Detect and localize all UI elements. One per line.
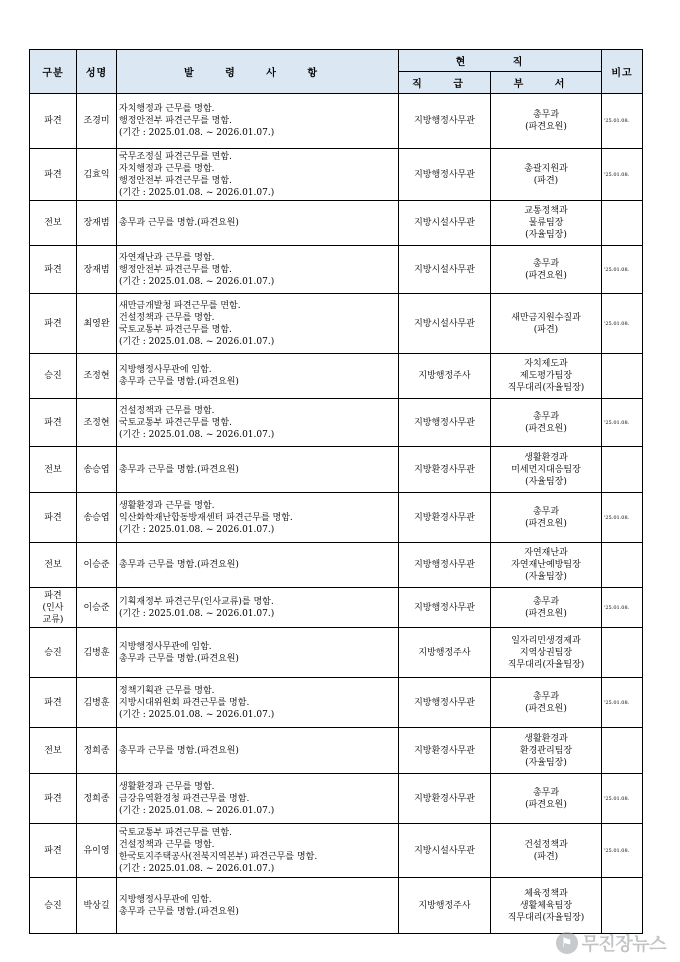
order-line: 익산화학재난합동방재센터 파견근무를 명함. <box>119 512 293 523</box>
category-cell <box>30 294 77 354</box>
dept-line: 일자리민생경제과 <box>511 635 581 646</box>
order-line: 국토교통부 파견근무를 명함. <box>119 417 232 428</box>
category-line: 파견 <box>44 590 62 601</box>
category-cell <box>30 354 77 399</box>
name-cell: 박상길 <box>77 878 117 934</box>
rank-cell: 지방시설사무관 <box>399 246 491 294</box>
name-cell: 정희종 <box>77 774 117 824</box>
dept-cell <box>491 543 602 588</box>
name-cell: 조정현 <box>77 399 117 447</box>
table-row <box>30 201 643 246</box>
order-line: 행정안전부 파견근무를 명함. <box>119 175 232 186</box>
note-cell <box>602 447 643 493</box>
dept-line: 총무과 <box>532 506 560 517</box>
table-row <box>30 824 643 878</box>
order-cell <box>117 774 399 824</box>
table-row <box>30 728 643 774</box>
rank-cell: 지방시설사무관 <box>399 294 491 354</box>
dept-cell <box>491 774 602 824</box>
dept-line: (파견) <box>533 324 559 335</box>
category-cell <box>30 824 77 878</box>
dept-line: 지역상권팀장 <box>519 647 573 658</box>
name-cell: 김병훈 <box>77 628 117 678</box>
rank-cell: 지방행정사무관 <box>399 399 491 447</box>
order-line: 국토교통부 파견근무를 명함. <box>119 324 232 335</box>
dept-line: 건설정책과 <box>524 839 568 850</box>
dept-cell <box>491 447 602 493</box>
dept-cell <box>491 354 602 399</box>
order-cell <box>117 588 399 628</box>
category-line: 전보 <box>44 745 62 756</box>
header-order: 발 령 사 항 <box>117 50 399 94</box>
dept-line: (자율팀장) <box>525 230 567 240</box>
order-line: 건설정책과 근무를 명함. <box>119 839 215 850</box>
order-line: 기획재정부 파견근무(인사교류)를 명함. <box>119 596 274 607</box>
rank-cell: 지방행정사무관 <box>399 94 491 149</box>
order-cell <box>117 878 399 934</box>
category-line: 전보 <box>44 218 62 228</box>
rank-cell: 지방행정사무관 <box>399 149 491 201</box>
order-line: 생활환경과 근무를 명함. <box>119 781 215 792</box>
name-cell: 정희종 <box>77 728 117 774</box>
dept-line: 생활환경과 <box>524 452 568 463</box>
rank-cell: 지방환경사무관 <box>399 774 491 824</box>
note-cell: '25.01.08. <box>602 678 643 728</box>
dept-line: 총무과 <box>532 787 560 798</box>
order-line: (기간 : 2025.01.08. ~ 2026.01.07.) <box>119 805 275 816</box>
category-line: 파견 <box>44 264 62 275</box>
note-cell: '25.01.08. <box>602 149 643 201</box>
category-line: (인사 <box>42 602 64 613</box>
order-cell <box>117 399 399 447</box>
order-line: 건설정책과 근무를 명함. <box>119 312 215 323</box>
rank-cell: 지방행정주사 <box>399 354 491 399</box>
note-cell <box>602 728 643 774</box>
order-line: 행정안전부 파견근무를 명함. <box>119 116 232 126</box>
category-cell <box>30 543 77 588</box>
name-cell: 장재범 <box>77 201 117 246</box>
table-row <box>30 678 643 728</box>
table-row <box>30 246 643 294</box>
dept-cell <box>491 628 602 678</box>
category-cell <box>30 201 77 246</box>
note-cell: '25.01.08. <box>602 824 643 878</box>
order-line: (기간 : 2025.01.08. ~ 2026.01.07.) <box>119 608 275 619</box>
order-cell <box>117 447 399 493</box>
rank-cell: 지방행정사무관 <box>399 543 491 588</box>
dept-line: (자율팀장) <box>525 757 567 768</box>
dept-line: 제도평가팀장 <box>519 371 573 381</box>
note-cell <box>602 543 643 588</box>
category-line: 파견 <box>44 318 62 329</box>
table-row <box>30 447 643 493</box>
note-cell: '25.01.08. <box>602 399 643 447</box>
order-line: (기간 : 2025.01.08. ~ 2026.01.07.) <box>119 524 275 535</box>
dept-line: (파견요원) <box>525 518 567 529</box>
order-cell <box>117 294 399 354</box>
category-line: 파견 <box>44 169 62 180</box>
note-cell: '25.01.08. <box>602 493 643 543</box>
dept-line: (파견요원) <box>525 423 567 434</box>
order-line: 지방행정사무관에 임함. <box>119 641 212 652</box>
dept-line: (파견) <box>533 175 559 186</box>
dept-line: 생활체육팀장 <box>519 900 573 911</box>
order-line: 지방행정사무관에 임함. <box>119 365 212 375</box>
header-category: 구분 <box>30 50 77 94</box>
order-line: (기간 : 2025.01.08. ~ 2026.01.07.) <box>119 336 275 347</box>
dept-line: 교통정책과 <box>524 206 568 216</box>
header-name: 성명 <box>77 50 117 94</box>
category-cell <box>30 878 77 934</box>
dept-cell <box>491 824 602 878</box>
order-line: 지방행정사무관에 임함. <box>119 894 212 905</box>
order-line: 총무과 근무를 명함.(파견요원) <box>119 745 239 756</box>
dept-line: 총괄지원과 <box>524 163 568 174</box>
dept-cell <box>491 201 602 246</box>
table-row <box>30 774 643 824</box>
note-cell <box>602 628 643 678</box>
flag-icon: ⚑ <box>556 932 578 954</box>
dept-line: 총무과 <box>532 691 560 702</box>
name-cell: 송승엽 <box>77 493 117 543</box>
order-line: 국무조정실 파견근무를 면함. <box>119 151 232 162</box>
order-line: 국토교통부 파견근무를 면함. <box>119 827 232 838</box>
order-line: 총무과 근무를 명함.(파견요원) <box>119 218 239 228</box>
dept-line: (파견요원) <box>525 703 567 714</box>
rank-cell: 지방행정사무관 <box>399 588 491 628</box>
note-cell <box>602 354 643 399</box>
note-cell <box>602 201 643 246</box>
name-cell: 김효익 <box>77 149 117 201</box>
header-note: 비고 <box>602 50 643 94</box>
order-cell <box>117 201 399 246</box>
table-row <box>30 94 643 149</box>
dept-cell <box>491 94 602 149</box>
dept-line: 총무과 <box>532 411 560 422</box>
table-row <box>30 493 643 543</box>
dept-line: 미세먼지대응팀장 <box>511 464 581 475</box>
order-cell <box>117 543 399 588</box>
dept-line: (파견요원) <box>525 799 567 810</box>
watermark-logo <box>556 930 666 956</box>
dept-line: 자연재난예방팀장 <box>511 560 581 570</box>
dept-line: 직무대리(자율팀장) <box>507 659 585 670</box>
category-cell <box>30 728 77 774</box>
note-cell: '25.01.08. <box>602 294 643 354</box>
category-line: 전보 <box>44 560 62 570</box>
dept-cell <box>491 149 602 201</box>
table-row <box>30 399 643 447</box>
category-cell <box>30 246 77 294</box>
rank-cell: 지방시설사무관 <box>399 824 491 878</box>
order-cell <box>117 94 399 149</box>
order-line: 생활환경과 근무를 명함. <box>119 500 215 511</box>
dept-line: 생활환경과 <box>524 733 568 744</box>
category-cell <box>30 588 77 628</box>
order-line: 행정안전부 파견근무를 명함. <box>119 264 232 275</box>
category-line: 승진 <box>44 371 62 381</box>
order-line: 한국토지주택공사(전북지역본부) 파견근무를 명함. <box>119 851 318 862</box>
order-cell <box>117 824 399 878</box>
dept-line: 직무대리(자율팀장) <box>507 912 585 923</box>
order-line: 자연재난과 근무를 명함. <box>119 252 215 263</box>
order-line: (기간 : 2025.01.08. ~ 2026.01.07.) <box>119 709 275 720</box>
category-line: 파견 <box>44 116 62 126</box>
table-row <box>30 543 643 588</box>
order-cell <box>117 628 399 678</box>
order-cell <box>117 246 399 294</box>
watermark-text: 무진장뉴스 <box>581 934 666 955</box>
dept-line: 체육정책과 <box>524 888 568 899</box>
category-cell <box>30 94 77 149</box>
dept-cell <box>491 246 602 294</box>
dept-line: 환경관리팀장 <box>519 745 573 756</box>
category-cell <box>30 447 77 493</box>
order-line: 자치행정과 근무를 명함. <box>119 163 215 174</box>
table-row <box>30 294 643 354</box>
name-cell: 장재범 <box>77 246 117 294</box>
dept-cell <box>491 588 602 628</box>
dept-line: 총무과 <box>532 110 560 120</box>
rank-cell: 지방환경사무관 <box>399 447 491 493</box>
table-row <box>30 149 643 201</box>
dept-cell <box>491 399 602 447</box>
category-line: 승진 <box>44 647 62 658</box>
dept-cell <box>491 493 602 543</box>
dept-line: (자율팀장) <box>525 572 567 582</box>
order-line: 자치행정과 근무를 명함. <box>119 104 215 114</box>
order-line: 총무과 근무를 명함.(파견요원) <box>119 653 239 664</box>
dept-cell <box>491 728 602 774</box>
dept-line: 직무대리(자율팀장) <box>507 383 585 393</box>
dept-line: (파견요원) <box>525 122 567 132</box>
table-row <box>30 878 643 934</box>
rank-cell: 지방행정주사 <box>399 878 491 934</box>
order-cell <box>117 354 399 399</box>
category-line: 전보 <box>44 464 62 475</box>
note-cell: '25.01.08. <box>602 588 643 628</box>
dept-cell <box>491 678 602 728</box>
header-current: 현 직 <box>399 50 602 72</box>
order-cell <box>117 493 399 543</box>
order-line: 정책기획관 근무를 명함. <box>119 685 215 696</box>
order-cell <box>117 728 399 774</box>
order-line: 총무과 근무를 명함.(파견요원) <box>119 464 239 475</box>
dept-cell <box>491 294 602 354</box>
dept-line: 새만금지원수질과 <box>511 312 581 323</box>
dept-line: 물류팀장 <box>528 218 564 228</box>
category-line: 파견 <box>44 417 62 428</box>
dept-line: (파견요원) <box>525 608 567 619</box>
order-line: (기간 : 2025.01.08. ~ 2026.01.07.) <box>119 276 275 287</box>
category-cell <box>30 399 77 447</box>
category-cell <box>30 774 77 824</box>
order-line: (기간 : 2025.01.08. ~ 2026.01.07.) <box>119 863 275 874</box>
category-line: 승진 <box>44 900 62 911</box>
category-cell <box>30 149 77 201</box>
dept-line: (파견) <box>533 851 559 862</box>
note-cell: '25.01.08. <box>602 774 643 824</box>
order-line: 지방시대위원회 파견근무를 명함. <box>119 697 250 708</box>
category-line: 파견 <box>44 793 62 804</box>
rank-cell: 지방행정사무관 <box>399 678 491 728</box>
category-line: 파견 <box>44 697 62 708</box>
order-line: 총무과 근무를 명함.(파견요원) <box>119 560 239 570</box>
category-line: 파견 <box>44 845 62 856</box>
name-cell: 조경미 <box>77 94 117 149</box>
dept-line: 자연재난과 <box>524 548 568 558</box>
header-rank: 직 급 <box>399 72 491 94</box>
name-cell: 송승엽 <box>77 447 117 493</box>
order-line: 총무과 근무를 명함.(파견요원) <box>119 377 239 387</box>
order-cell <box>117 149 399 201</box>
personnel-order-table <box>29 49 643 934</box>
dept-line: (자율팀장) <box>525 476 567 487</box>
order-line: 건설정책과 근무를 명함. <box>119 405 215 416</box>
order-cell <box>117 678 399 728</box>
name-cell: 최영완 <box>77 294 117 354</box>
name-cell: 이승준 <box>77 543 117 588</box>
header-dept: 부 서 <box>491 72 602 94</box>
note-cell <box>602 878 643 934</box>
table-row <box>30 354 643 399</box>
order-line: (기간 : 2025.01.08. ~ 2026.01.07.) <box>119 128 275 138</box>
order-line: 총무과 근무를 명함.(파견요원) <box>119 906 239 917</box>
order-line: 새만금개발청 파견근무를 면함. <box>119 300 241 311</box>
name-cell: 김병훈 <box>77 678 117 728</box>
order-line: (기간 : 2025.01.08. ~ 2026.01.07.) <box>119 429 275 440</box>
category-line: 교류) <box>42 614 64 625</box>
category-cell <box>30 678 77 728</box>
note-cell: '25.01.08. <box>602 246 643 294</box>
category-cell <box>30 493 77 543</box>
name-cell: 유이영 <box>77 824 117 878</box>
note-cell: '25.01.08. <box>602 94 643 149</box>
category-cell <box>30 628 77 678</box>
dept-line: (파견요원) <box>525 270 567 281</box>
dept-line: 총무과 <box>532 258 560 269</box>
order-line: (기간 : 2025.01.08. ~ 2026.01.07.) <box>119 187 275 198</box>
dept-line: 총무과 <box>532 596 560 607</box>
category-line: 파견 <box>44 512 62 523</box>
order-line: 금강유역환경청 파견근무를 명함. <box>119 793 250 804</box>
dept-cell <box>491 878 602 934</box>
rank-cell: 지방환경사무관 <box>399 728 491 774</box>
rank-cell: 지방환경사무관 <box>399 493 491 543</box>
name-cell: 조정현 <box>77 354 117 399</box>
rank-cell: 지방시설사무관 <box>399 201 491 246</box>
table-row <box>30 628 643 678</box>
dept-line: 자치제도과 <box>524 359 568 369</box>
name-cell: 이승준 <box>77 588 117 628</box>
table-row <box>30 588 643 628</box>
rank-cell: 지방행정주사 <box>399 628 491 678</box>
